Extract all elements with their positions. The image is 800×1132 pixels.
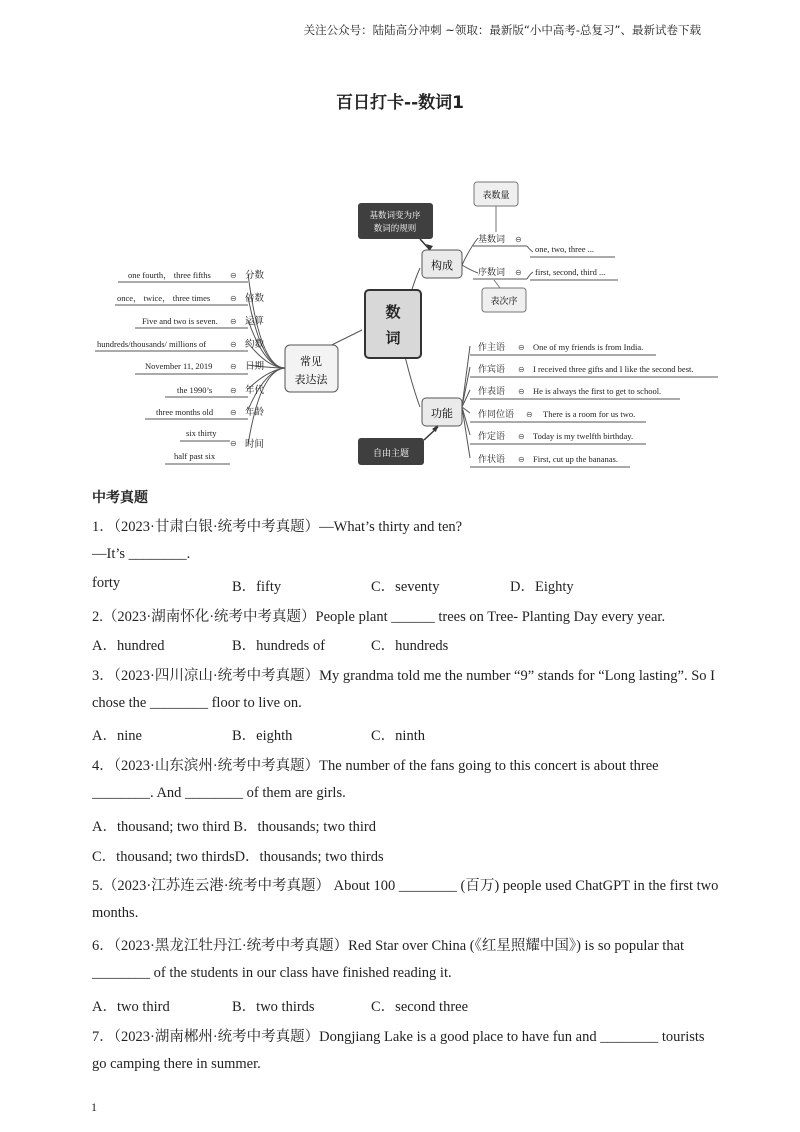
q5-stem: 5.（2023·江苏连云港·统考中考真题） About 100 ________ (百万) people used ChatGPT in the first two — [92, 878, 719, 894]
q2-option-b[interactable]: B．hundreds of — [232, 638, 326, 654]
label-approx: 约数 — [245, 340, 265, 350]
example-operation: Five and two is seven. — [142, 316, 218, 326]
svg-text:⊖: ⊖ — [518, 365, 525, 374]
svg-text:⊖: ⊖ — [526, 410, 533, 419]
page-number: 1 — [91, 1100, 97, 1114]
example-approx: hundreds/thousands/ millions of — [97, 339, 207, 349]
example-multiple: once， twice， three times — [117, 293, 211, 303]
q6-stem-2: ________ of the students in our class have finished reading it. — [92, 965, 452, 981]
q3-option-a[interactable]: A．nine — [92, 728, 142, 744]
example-date: November 11, 2019 — [145, 361, 213, 371]
label-decade: 年代 — [245, 386, 265, 396]
example-time-2: half past six — [174, 451, 216, 461]
example-age: three months old — [156, 407, 214, 417]
svg-text:⊖: ⊖ — [515, 235, 522, 244]
example-fraction: one fourth， three fifths — [128, 270, 211, 280]
label-time: 时间 — [245, 440, 265, 450]
svg-text:⊖: ⊖ — [230, 439, 237, 448]
q3-option-b[interactable]: B．eighth — [232, 728, 293, 744]
q7-stem-2: go camping there in summer. — [92, 1056, 261, 1072]
q6-option-a[interactable]: A．two third — [92, 999, 170, 1015]
q1-option-c[interactable]: C．seventy — [371, 579, 440, 595]
svg-text:数词的规则: 数词的规则 — [373, 224, 417, 234]
label-cardinal: 基数词 — [478, 234, 506, 244]
left-node-line1: 常见 — [300, 355, 322, 368]
q2-option-c[interactable]: C．hundreds — [371, 638, 449, 654]
section-title: 中考真题 — [92, 490, 148, 506]
mind-map — [90, 170, 730, 475]
example-adverbial: First, cut up the bananas. — [533, 454, 618, 464]
svg-text:⊖: ⊖ — [230, 408, 237, 417]
example-time-1: six thirty — [186, 428, 217, 438]
q6-option-b[interactable]: B．two thirds — [232, 999, 315, 1015]
example-predicative: He is always the first to get to school. — [533, 386, 662, 396]
label-predicative: 作表语 — [478, 386, 506, 396]
example-subject: One of my friends is from India. — [533, 342, 644, 352]
node-goucheng: 构成 — [431, 259, 453, 272]
q4-options-2[interactable]: C．thousand; two thirdsD．thousands; two thirds — [92, 849, 384, 865]
page-header: 关注公众号：陆陆高分冲刺 ~领取：最新版“小中高考-总复习”、最新试卷下载 — [303, 23, 701, 37]
label-object: 作宾语 — [478, 364, 506, 374]
label-fraction: 分数 — [245, 271, 265, 281]
label-age: 年龄 — [245, 408, 265, 418]
svg-text:数: 数 — [385, 303, 401, 321]
q1-stem-2: —It’s ________. — [92, 546, 191, 562]
callout-free-topic: 自由主题 — [372, 449, 410, 459]
svg-text:⊖: ⊖ — [230, 317, 237, 326]
q2-option-a[interactable]: A．hundred — [92, 638, 165, 654]
svg-text:⊖: ⊖ — [230, 340, 237, 349]
label-date: 日期 — [245, 362, 265, 372]
q1-options — [92, 575, 692, 595]
note-order: 表次序 — [490, 297, 518, 307]
svg-text:⊖: ⊖ — [518, 387, 525, 396]
label-operation: 运算 — [245, 317, 265, 327]
svg-text:⊖: ⊖ — [518, 343, 525, 352]
example-ordinal: first, second, third ... — [535, 267, 606, 277]
left-node-line2: 表达法 — [294, 373, 328, 386]
example-attribute: Today is my twelfth birthday. — [533, 431, 634, 441]
label-ordinal: 序数词 — [478, 267, 506, 277]
q1-option-d[interactable]: D．Eighty — [510, 579, 574, 595]
q6-stem: 6．（2023·黑龙江牡丹江·统考中考真题）Red Star over China (《红星照耀中国》) is so popular that — [92, 938, 685, 954]
svg-text:词: 词 — [385, 329, 401, 347]
q4-stem: 4．（2023·山东滨州·统考中考真题）The number of the fans going to this concert is about three — [92, 758, 659, 774]
svg-text:⊖: ⊖ — [515, 268, 522, 277]
svg-text:基数词变为序: 基数词变为序 — [369, 211, 421, 221]
svg-text:⊖: ⊖ — [230, 271, 237, 280]
svg-text:⊖: ⊖ — [230, 294, 237, 303]
q3-options — [92, 724, 692, 744]
label-multiple: 倍数 — [245, 294, 265, 304]
example-decade: the 1990’s — [177, 385, 213, 395]
page-title: 百日打卡--数词1 — [336, 93, 464, 113]
label-adverbial: 作状语 — [478, 454, 506, 464]
q2-options — [92, 634, 692, 654]
label-appositive: 作同位语 — [478, 409, 515, 419]
q1-stem: 1．（2023·甘肃白银·统考中考真题）—What’s thirty and ten? — [92, 519, 463, 535]
q3-stem: 3．（2023·四川凉山·统考中考真题）My grandma told me the number “9” stands for “Long lasting”. So I — [92, 668, 715, 684]
q7-stem: 7．（2023·湖南郴州·统考中考真题）Dongjiang Lake is a good place to have fun and ________ tourists — [92, 1029, 705, 1045]
node-gongneng: 功能 — [431, 407, 453, 420]
q4-options-1[interactable]: A．thousand; two third B．thousands; two third — [92, 819, 376, 835]
label-subject: 作主语 — [478, 342, 506, 352]
note-quantity: 表数量 — [482, 191, 510, 201]
example-cardinal: one, two, three ... — [535, 244, 595, 254]
q5-stem-2: months. — [92, 905, 139, 921]
q4-stem-2: ________. And ________ of them are girls. — [92, 785, 346, 801]
q1-option-b[interactable]: B．fifty — [232, 579, 282, 595]
example-object: I received three gifts and I like the second best. — [533, 364, 694, 374]
svg-text:⊖: ⊖ — [518, 432, 525, 441]
q3-option-c[interactable]: C．ninth — [371, 728, 425, 744]
svg-text:⊖: ⊖ — [230, 386, 237, 395]
q6-options — [92, 995, 692, 1015]
q3-stem-2: chose the ________ floor to live on. — [92, 695, 302, 711]
q2-stem: 2.（2023·湖南怀化·统考中考真题）People plant ______ trees on Tree- Planting Day every year. — [92, 609, 666, 625]
label-attribute: 作定语 — [478, 431, 506, 441]
svg-text:⊖: ⊖ — [518, 455, 525, 464]
example-appositive: There is a room for us two. — [543, 409, 636, 419]
q1-option-a[interactable]: forty — [92, 575, 121, 591]
q6-option-c[interactable]: C．second three — [371, 999, 469, 1015]
svg-text:⊖: ⊖ — [230, 362, 237, 371]
